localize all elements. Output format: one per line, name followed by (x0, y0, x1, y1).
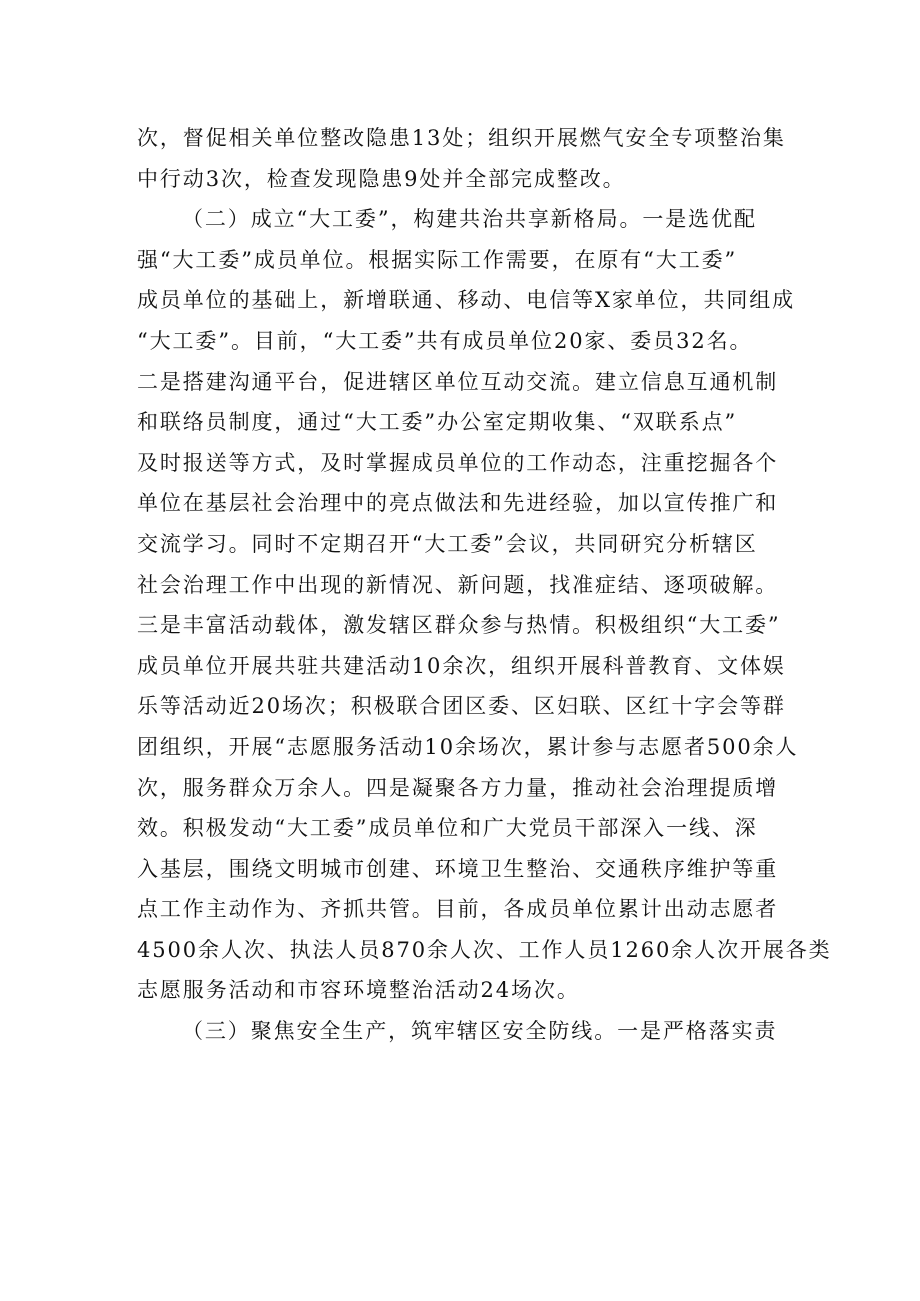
text-line: 乐等活动近20场次；积极联合团区委、区妇联、区红十字会等群 (137, 694, 786, 719)
section-heading-line: （三）聚焦安全生产，筑牢辖区安全防线。一是严格落实责 (182, 1019, 778, 1044)
section-heading-line: （二）成立“大工委”，构建共治共享新格局。一是选优配 (182, 207, 757, 232)
body-text (137, 118, 832, 1052)
text-line: 点工作主动作为、齐抓共管。目前，各成员单位累计出动志愿者 (137, 897, 779, 922)
text-line: 效。积极发动“大工委”成员单位和广大党员干部深入一线、深 (137, 816, 758, 841)
text-line: 单位在基层社会治理中的亮点做法和先进经验，加以宣传推广和 (137, 491, 779, 516)
text-line: 社会治理工作中出现的新情况、新问题，找准症结、逐项破解。 (137, 572, 779, 597)
text-line: 4500余人次、执法人员870余人次、工作人员1260余人次开展各类 (137, 937, 832, 962)
text-line: 二是搭建沟通平台，促进辖区单位互动交流。建立信息互通机制 (137, 369, 779, 394)
text-line: 次，服务群众万余人。四是凝聚各方力量，推动社会治理提质增 (137, 775, 779, 800)
text-line: “大工委”。目前，“大工委”共有成员单位20家、委员32名。 (137, 328, 753, 353)
text-line: 成员单位的基础上，新增联通、移动、电信等X家单位，共同组成 (137, 288, 796, 313)
text-line: 入基层，围绕文明城市创建、环境卫生整治、交通秩序维护等重 (137, 856, 779, 881)
text-line: 及时报送等方式，及时掌握成员单位的工作动态，注重挖掘各个 (137, 450, 779, 475)
text-line: 和联络员制度，通过“大工委”办公室定期收集、“双联系点” (137, 410, 738, 435)
text-line: 次，督促相关单位整改隐患13处；组织开展燃气安全专项整治集 (137, 126, 786, 150)
text-line: 交流学习。同时不定期召开“大工委”会议，共同研究分析辖区 (137, 531, 758, 556)
text-line: 三是丰富活动载体，激发辖区群众参与热情。积极组织“大工委” (137, 613, 781, 638)
text-line: 成员单位开展共驻共建活动10余次，组织开展科普教育、文体娱 (137, 653, 786, 678)
text-line: 志愿服务活动和市容环境整治活动24场次。 (137, 978, 580, 1003)
text-line: 强“大工委”成员单位。根据实际工作需要，在原有“大工委” (137, 247, 738, 272)
text-line: 中行动3次，检查发现隐患9处并全部完成整改。 (137, 166, 626, 191)
text-line: 团组织，开展“志愿服务活动10余场次，累计参与志愿者500余人 (137, 734, 799, 759)
